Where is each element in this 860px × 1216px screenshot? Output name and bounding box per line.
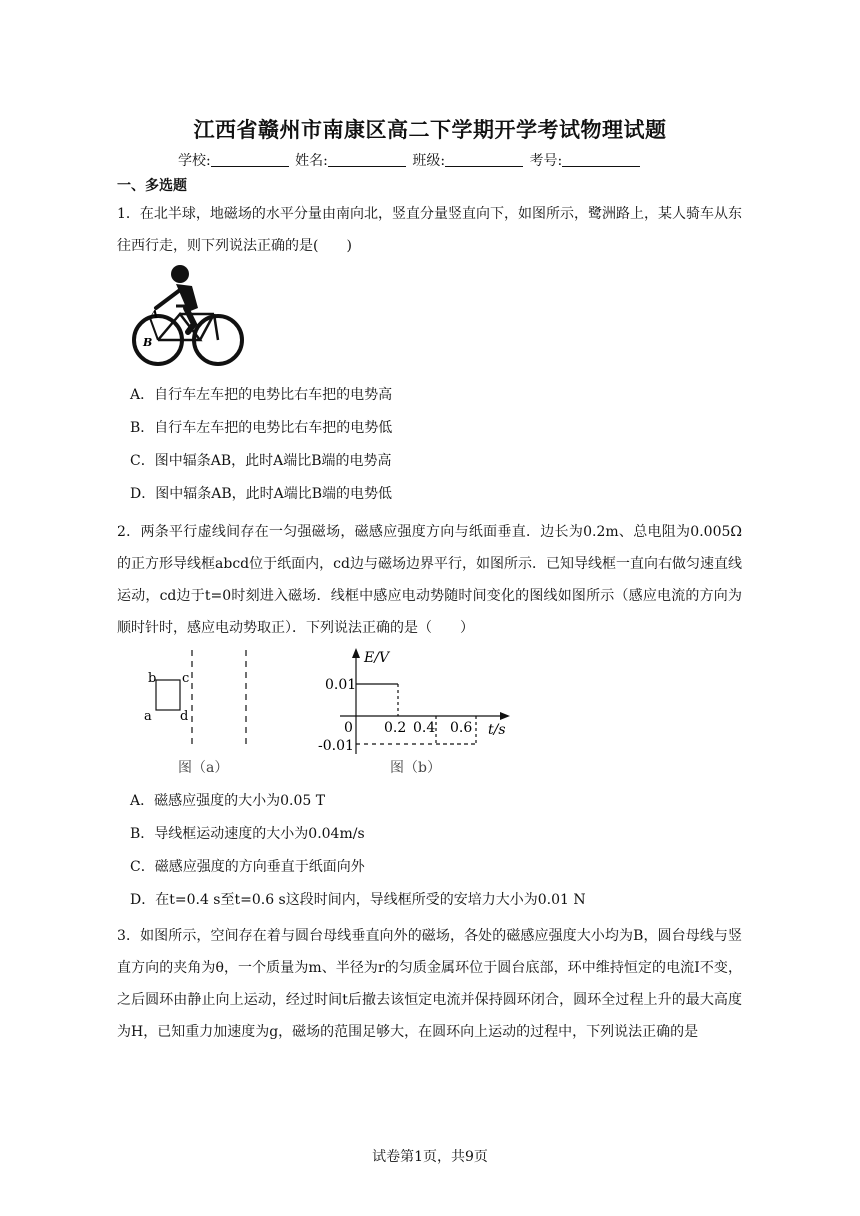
q1-option-c[interactable]: C．图中辐条AB，此时A端比B端的电势高: [130, 453, 392, 469]
q1-stem: 1．在北半球，地磁场的水平分量由南向北，竖直分量竖直向下，如图所示，鹭洲路上，某人骑车从东往西行走，则下列说法正确的是( ): [117, 206, 742, 254]
name-blank[interactable]: [328, 152, 406, 167]
xtick-0-2: 0.2: [384, 720, 407, 736]
q1-option-d[interactable]: D．图中辐条AB，此时A端比B端的电势低: [130, 486, 393, 502]
bicycle-figure: [128, 262, 246, 368]
xtick-0: 0: [344, 720, 353, 736]
corner-c: c: [182, 671, 190, 686]
label-b: B: [143, 336, 153, 349]
q2-stem: 2．两条平行虚线间存在一匀强磁场，磁感应强度方向与纸面垂直．边长为0.2m、总电阻为0.005Ω的正方形导线框abcd位于纸面内，cd边与磁场边界平行，如图所示．已知导线框一直向右做匀速直线运动，cd边于t=0时刻进入磁场．线框中感应电动势随时间变化的图线如图所示（感应电流的方向为顺时针时，感应电动势取正）．下列说法正确的是（ ）: [117, 524, 742, 636]
q2-option-b[interactable]: B．导线框运动速度的大小为0.04m/s: [130, 826, 365, 842]
y-axis-label: E/V: [364, 650, 390, 666]
exam-number-label: 考号:: [529, 153, 563, 169]
corner-d: d: [180, 709, 189, 724]
class-blank[interactable]: [445, 152, 523, 167]
label-a: A: [150, 308, 159, 321]
q3-stem: 3．如图所示，空间存在着与圆台母线垂直向外的磁场，各处的磁感应强度大小均为B，圆台母线与竖直方向的夹角为θ，一个质量为m、半径为r的匀质金属环位于圆台底部，环中维持恒定的电流I不变，之后圆环由静止向上运动，经过时间t后撤去该恒定电流并保持圆环闭合，圆环全过程上升的最大高度为H，已知重力加速度为g，磁场的范围足够大，在圆环向上运动的过程中，下列说法正确的是: [117, 928, 742, 1040]
xtick-0-6: 0.6: [450, 720, 473, 736]
ytick-neg: -0.01: [318, 738, 354, 754]
q1-option-b[interactable]: B．自行车左车把的电势比右车把的电势低: [130, 420, 393, 436]
x-axis-label: t/s: [488, 722, 506, 738]
q2-option-c[interactable]: C．磁感应强度的方向垂直于纸面向外: [130, 859, 365, 875]
page-footer: 试卷第1页，共9页: [372, 1149, 488, 1165]
figure-b-graph: [310, 646, 520, 780]
corner-a: a: [144, 709, 152, 724]
figure-a: [140, 648, 260, 780]
exam-number-blank[interactable]: [562, 152, 640, 167]
corner-b: b: [148, 671, 157, 686]
name-label: 姓名:: [295, 153, 328, 169]
q2-option-a[interactable]: A．磁感应强度的大小为0.05 T: [130, 793, 326, 809]
xtick-0-4: 0.4: [413, 720, 436, 736]
school-blank[interactable]: [211, 152, 289, 167]
class-label: 班级:: [412, 153, 446, 169]
ytick-pos: 0.01: [325, 677, 357, 693]
q1-option-a[interactable]: A．自行车左车把的电势比右车把的电势高: [130, 387, 393, 403]
caption-b: 图（b）: [390, 760, 441, 776]
section-heading: 一、多选题: [117, 178, 187, 194]
caption-a: 图（a）: [178, 760, 229, 776]
student-info-line: [178, 150, 642, 170]
q2-option-d[interactable]: D．在t=0.4 s至t=0.6 s这段时间内，导线框所受的安培力大小为0.01 N: [130, 892, 586, 908]
page-title: 江西省赣州市南康区高二下学期开学考试物理试题: [193, 118, 667, 142]
school-label: 学校:: [178, 153, 211, 169]
